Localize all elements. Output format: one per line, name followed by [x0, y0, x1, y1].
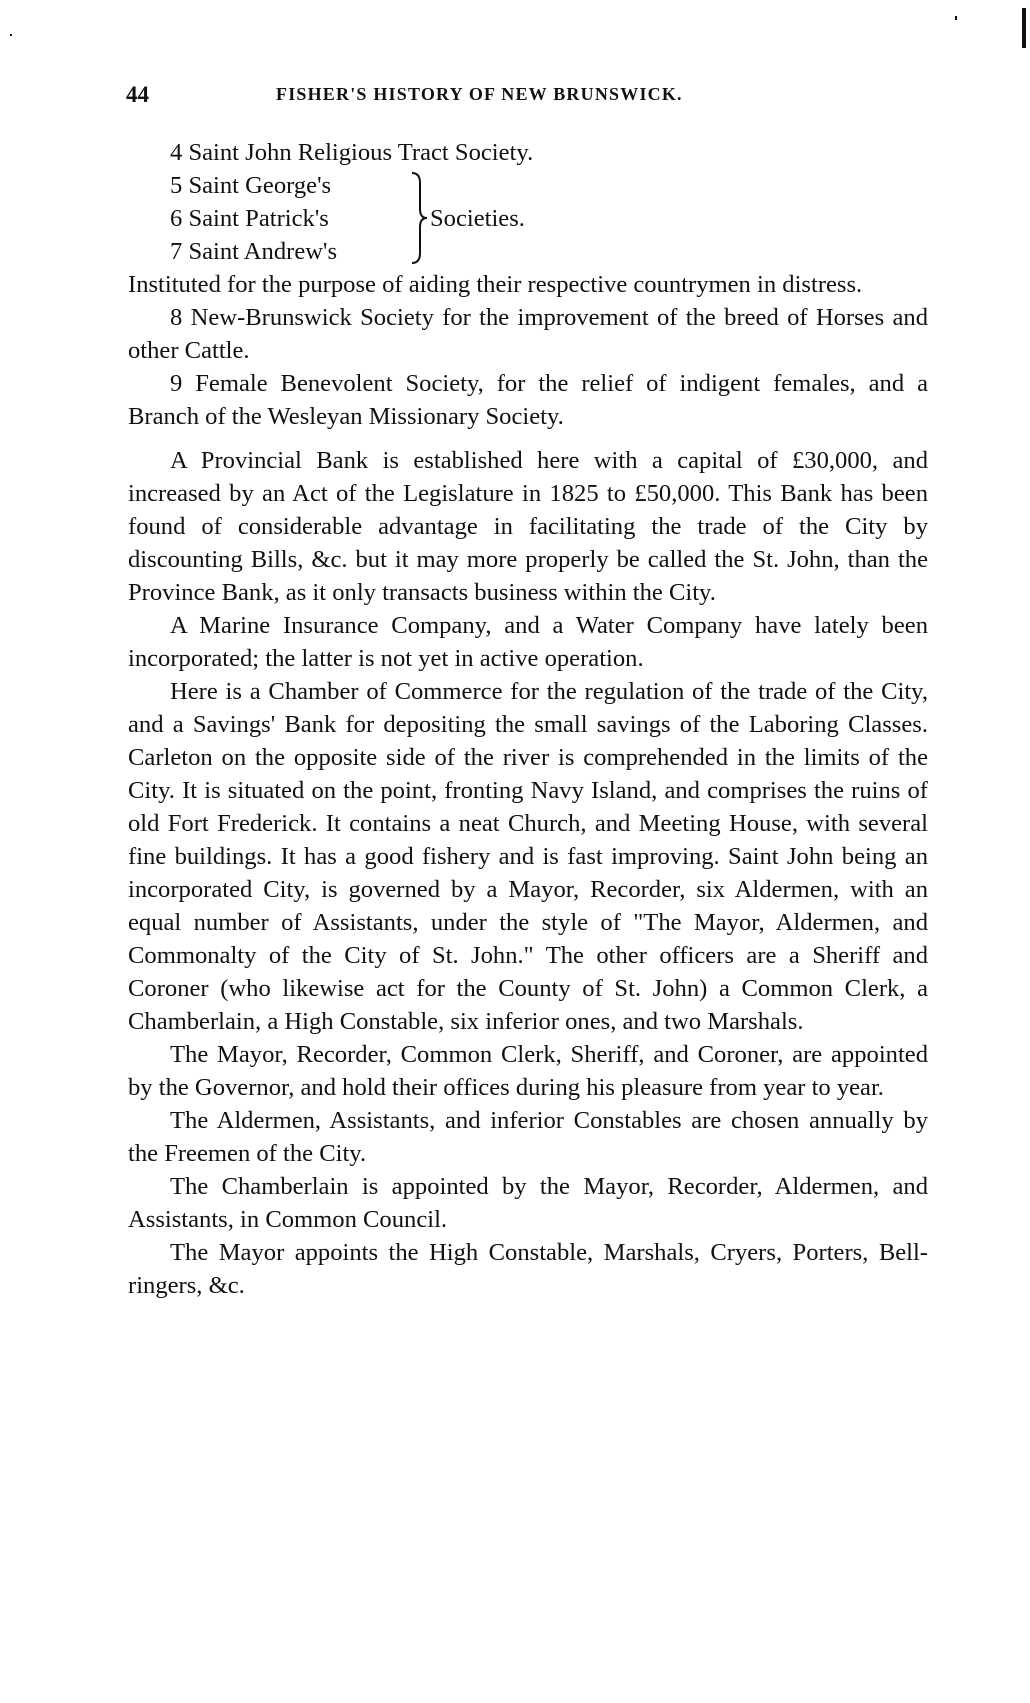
page-body — [128, 136, 928, 1302]
running-title: FISHER'S HISTORY OF NEW BRUNSWICK. — [276, 84, 683, 104]
list-item: 7 Saint Andrew's — [170, 238, 338, 265]
paragraph: 8 New-Brunswick Society for the improvement of the breed of Horses and other Cattle. — [128, 304, 928, 364]
scan-edge-mark — [1022, 8, 1026, 48]
paragraph: A Provincial Bank is established here with a capital of £30,000, and increased by an Act of the Legislature in 1825 to £50,000. This Bank has been found of considerable advantage in facilitating the trade of the City by discounting Bills, &c. but it may more properly be called the St. John, than the Province Bank, as it only transacts business within the City. — [128, 447, 928, 606]
paragraph: Instituted for the purpose of aiding their respective countrymen in distress. — [128, 271, 863, 298]
list-item: 6 Saint Patrick's — [170, 205, 329, 232]
paragraph: The Mayor appoints the High Constable, Marshals, Cryers, Porters, Bell-ringers, &c. — [128, 1239, 928, 1299]
list-item: 5 Saint George's — [170, 172, 332, 199]
paragraph: The Aldermen, Assistants, and inferior Constables are chosen annually by the Freemen of the City. — [128, 1107, 928, 1167]
paragraph: The Chamberlain is appointed by the Mayor, Recorder, Aldermen, and Assistants, in Common Council. — [128, 1173, 928, 1233]
page-header — [126, 82, 928, 114]
paragraph: The Mayor, Recorder, Common Clerk, Sheriff, and Coroner, are appointed by the Governor, and hold their offices during his pleasure from year to year. — [128, 1041, 928, 1101]
list-item: 4 Saint John Religious Tract Society. — [170, 139, 534, 166]
brace-item-list — [170, 169, 337, 268]
right-brace-icon — [410, 171, 428, 265]
scan-speck — [955, 16, 957, 20]
scan-speck — [10, 34, 12, 36]
page-number: 44 — [126, 82, 149, 107]
brace-label: Societies. — [430, 205, 525, 232]
paragraph: Here is a Chamber of Commerce for the regulation of the trade of the City, and a Savings' Bank for depositing the small savings of the Laboring Classes. Carleton on the opposite side of the river is comprehended in the limits of the City. It is situated on the point, fronting Navy Island, and comprises the ruins of old Fort Frederick. It contains a neat Church, and Meeting House, with several fine buildings. It has a good fishery and is fast improving. Saint John being an incorporated City, is governed by a Mayor, Recorder, six Aldermen, with an equal number of Assistants, under the style of "The Mayor, Aldermen, and Commonalty of the City of St. John." The other officers are a Sheriff and Coroner (who likewise act for the County of St. John) a Common Clerk, a Chamberlain, a High Constable, six inferior ones, and two Marshals. — [128, 678, 928, 1035]
paragraph: 9 Female Benevolent Society, for the relief of indigent females, and a Branch of the Wesleyan Missionary Society. — [128, 370, 928, 430]
societies-brace-group — [128, 169, 928, 268]
paragraph: A Marine Insurance Company, and a Water Company have lately been incorporated; the latter is not yet in active operation. — [128, 612, 928, 672]
